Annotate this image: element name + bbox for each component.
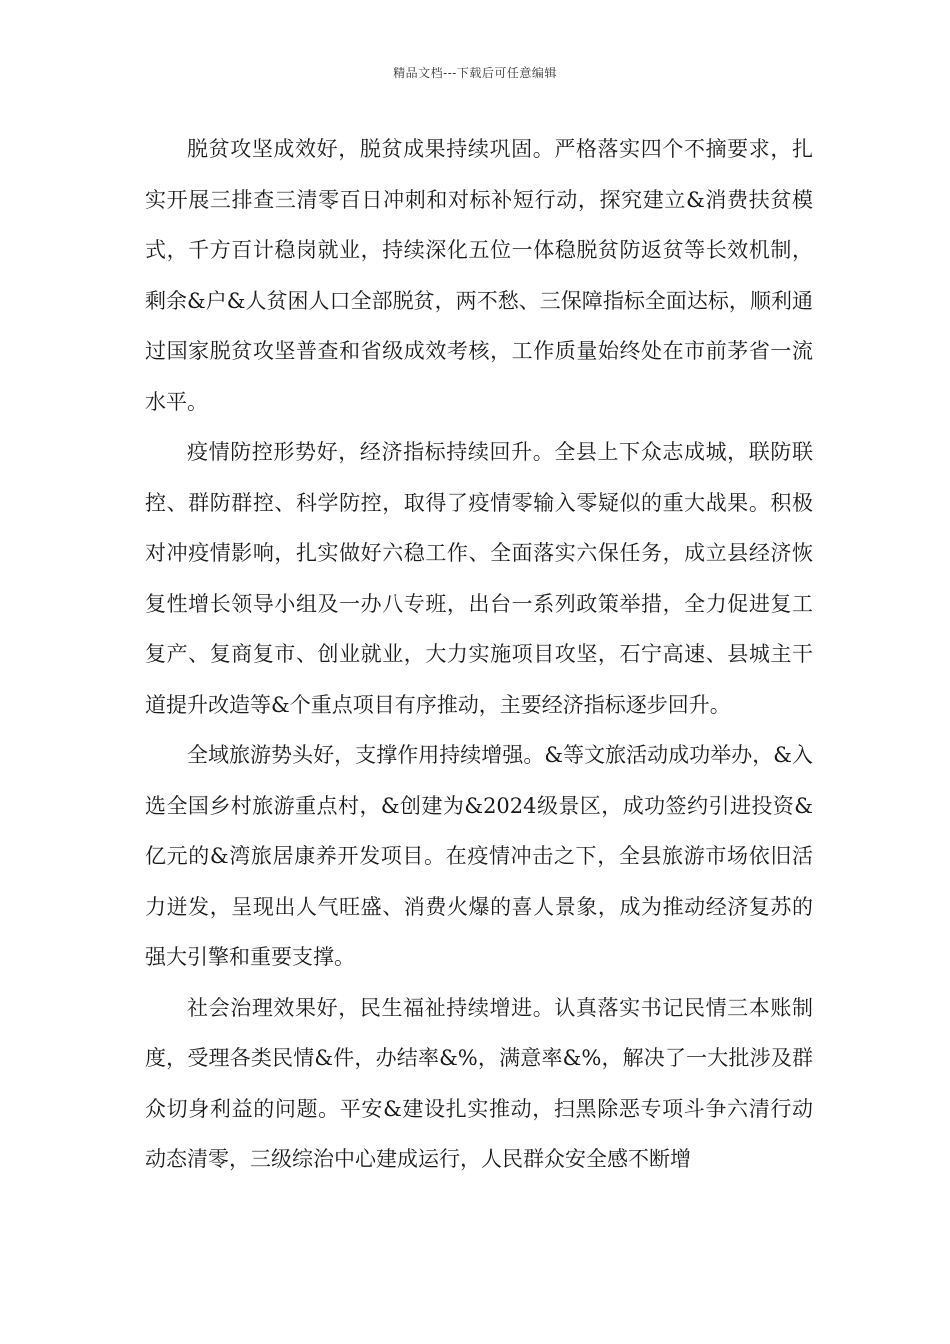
paragraph-tourism: 全域旅游势头好，支撑作用持续增强。&等文旅活动成功举办，&入选全国乡村旅游重点村，&创建为&2024级景区，成功签约引进投资&亿元的&湾旅居康养开发项目。在疫情冲击之下，全县旅游市场依旧活力迸发，呈现出人气旺盛、消费火爆的喜人景象，成为推动经济复苏的强大引擎和重要支撑。 bbox=[145, 743, 813, 969]
paragraph-poverty-alleviation: 脱贫攻坚成效好，脱贫成果持续巩固。严格落实四个不摘要求，扎实开展三排查三清零百日冲刺和对标补短行动，探究建立&消费扶贫模式，千方百计稳岗就业，持续深化五位一体稳脱贫防返贫等长效机制，剩余&户&人贫困人口全部脱贫，两不愁、三保障指标全面达标，顺利通过国家脱贫攻坚普查和省级成效考核，工作质量始终处在市前茅省一流水平。 bbox=[145, 137, 813, 414]
paragraph-social-governance: 社会治理效果好，民生福祉持续增进。认真落实书记民情三本账制度，受理各类民情&件，办结率&%，满意率&%，解决了一大批涉及群众切身利益的问题。平安&建设扎实推动，扫黑除恶专项斗争六清行动动态清零，三级综治中心建成运行，人民群众安全感不断增 bbox=[145, 995, 813, 1171]
document-body bbox=[145, 124, 813, 1185]
page-header: 精品文档---下载后可任意编辑 bbox=[393, 66, 557, 80]
paragraph-epidemic-economy: 疫情防控形势好，经济指标持续回升。全县上下众志成城，联防联控、群防群控、科学防控，取得了疫情零输入零疑似的重大战果。积极对冲疫情影响，扎实做好六稳工作、全面落实六保任务，成立县经济恢复性增长领导小组及一办八专班，出台一系列政策举措，全力促进复工复产、复商复市、创业就业，大力实施项目攻坚，石宁高速、县城主干道提升改造等&个重点项目有序推动，主要经济指标逐步回升。 bbox=[145, 440, 813, 717]
